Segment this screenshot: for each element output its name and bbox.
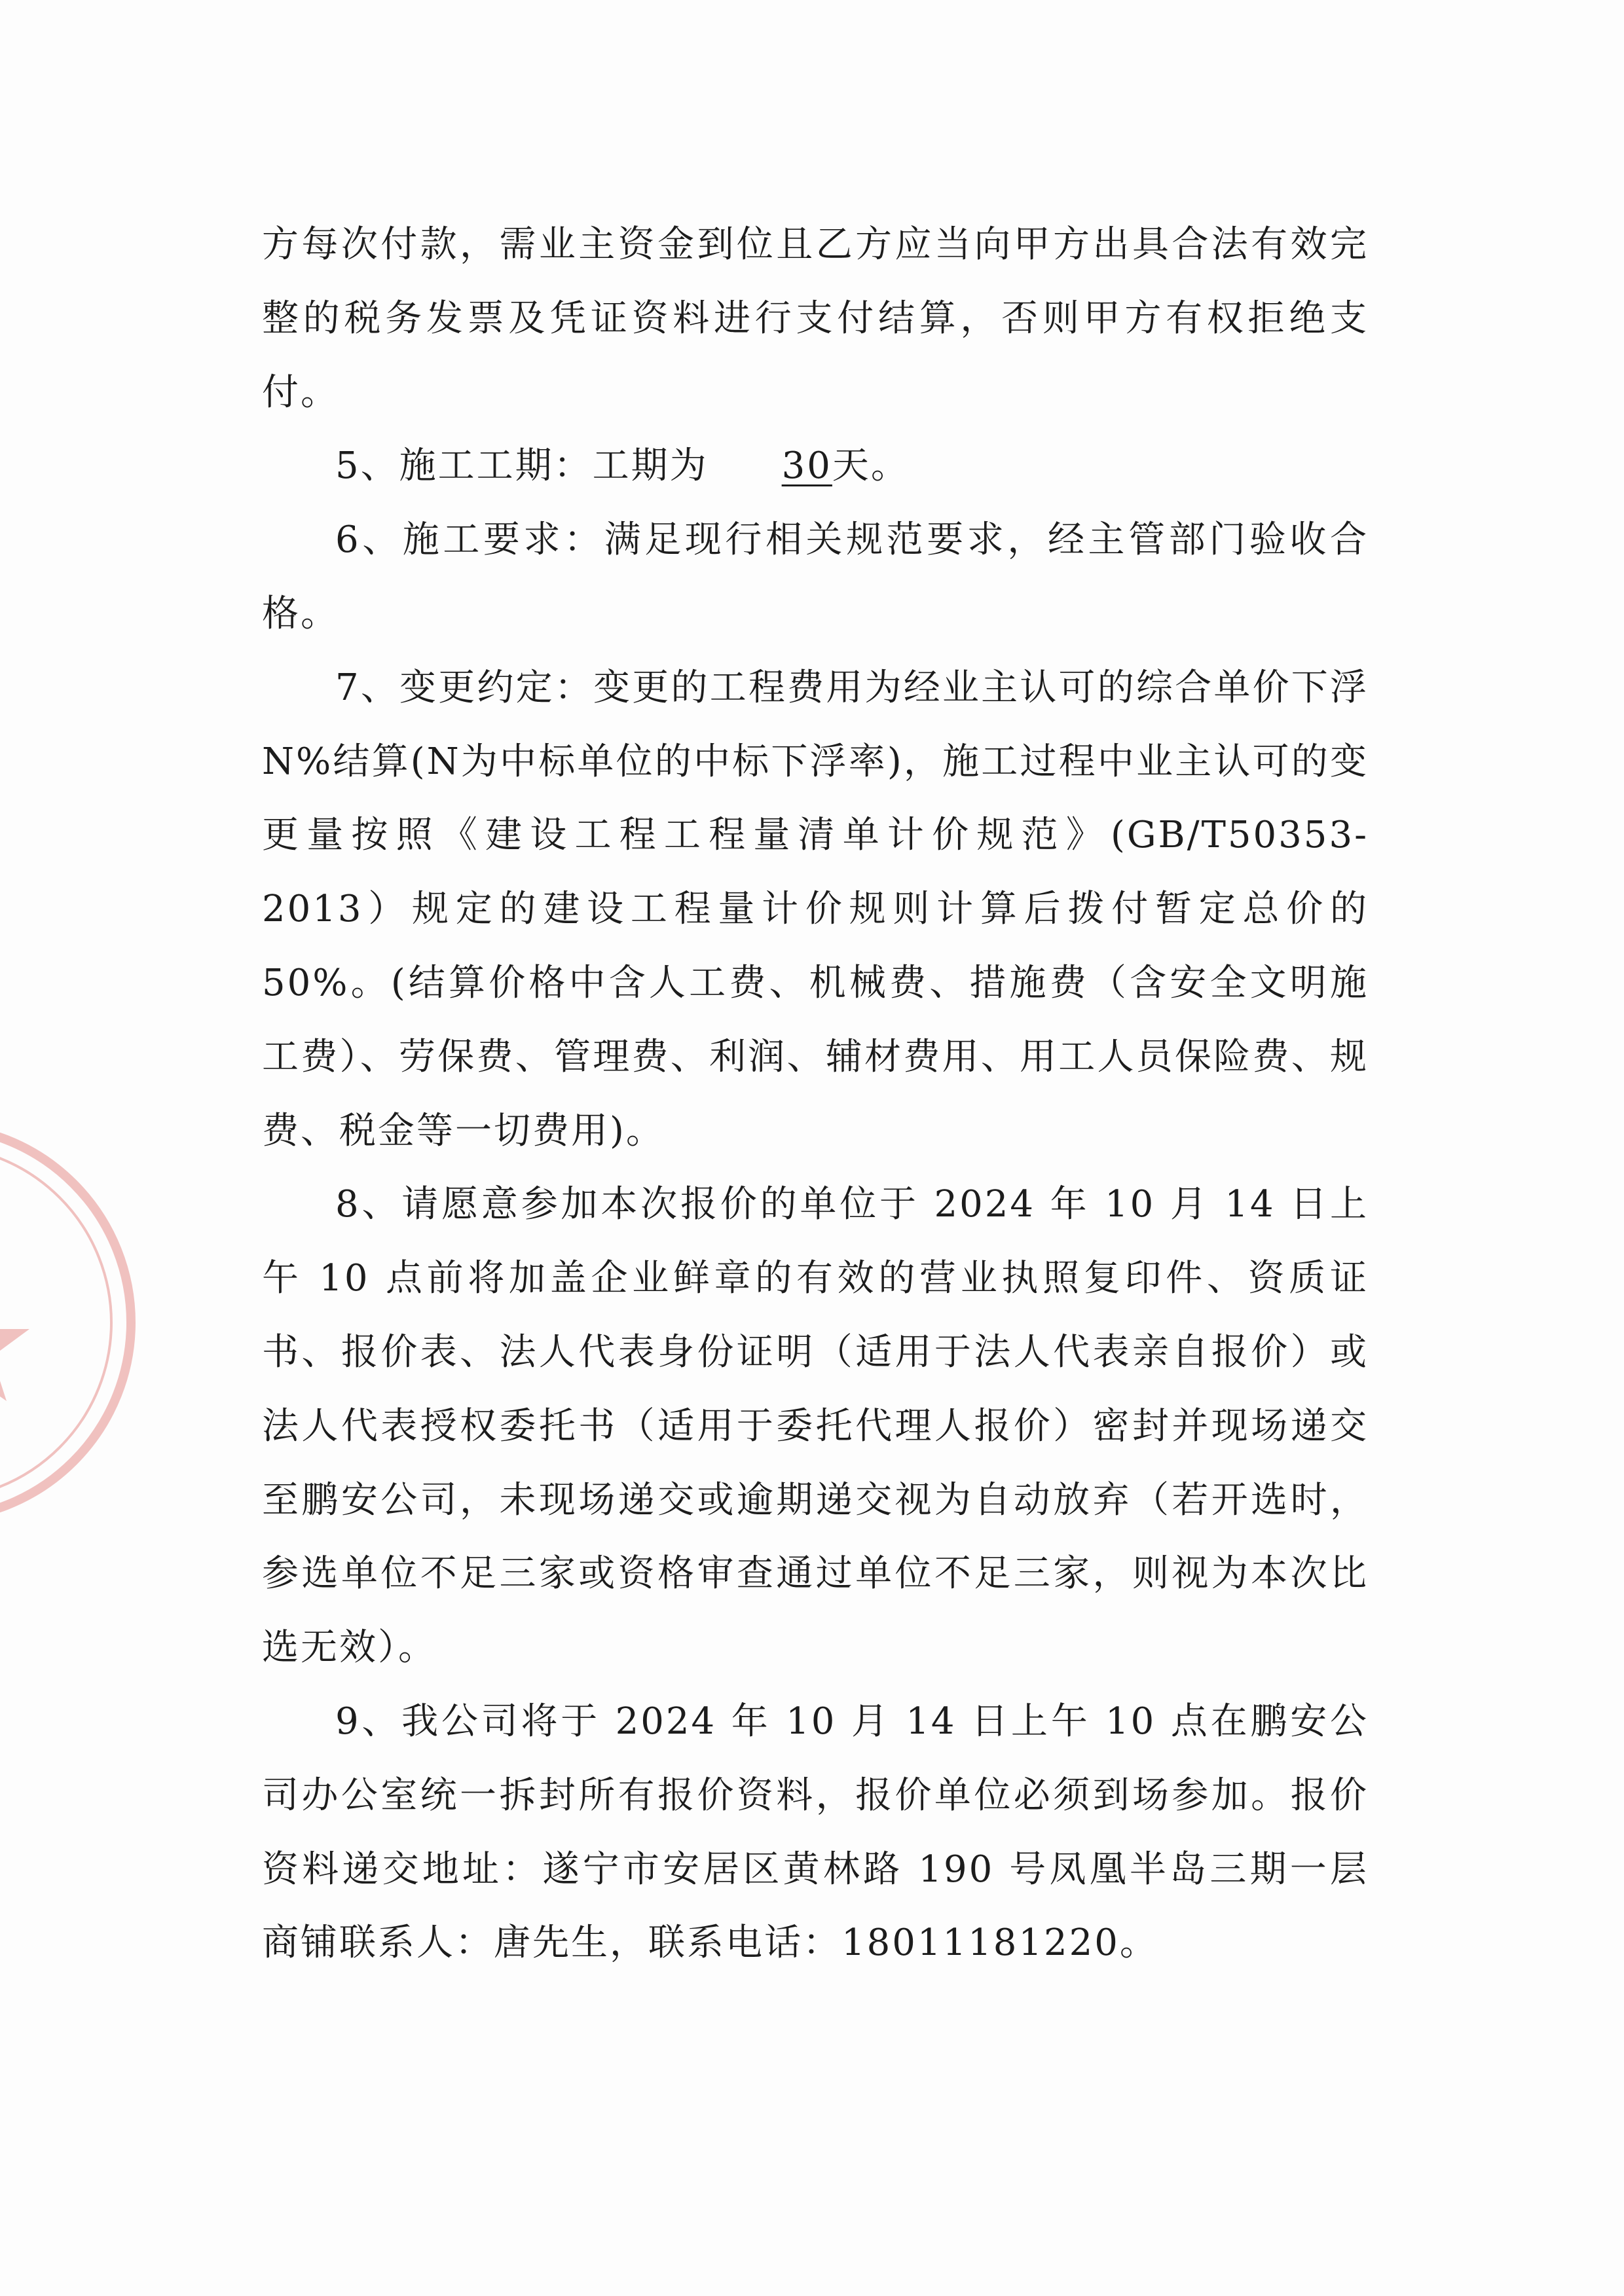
item-5-suffix: 天。 bbox=[832, 445, 910, 488]
construction-period-value: 30 bbox=[781, 445, 832, 488]
item-5-paragraph bbox=[262, 429, 1369, 503]
item-9-paragraph: 9、我公司将于 2024 年 10 月 14 日上午 10 点在鹏安公司办公室统一拆封所有报价资料，报价单位必须到场参加。报价资料递交地址：遂宁市安居区黄林路 190 号凤凰半岛三期一层商铺联系人：唐先生，联系电话：18011181220。 bbox=[262, 1700, 1369, 1965]
item-8-paragraph: 8、请愿意参加本次报价的单位于 2024 年 10 月 14 日上午 10 点前将加盖企业鲜章的有效的营业执照复印件、资质证书、报价表、法人代表身份证明（适用于法人代表亲自报价）或法人代表授权委托书（适用于委托代理人报价）密封并现场递交至鹏安公司，未现场递交或逾期递交视为自动放弃（若开选时，参选单位不足三家或资格审查通过单位不足三家，则视为本次比选无效）。 bbox=[262, 1183, 1369, 1669]
official-seal-icon bbox=[0, 1113, 144, 1532]
document-body bbox=[262, 208, 1369, 1980]
item-7-paragraph: 7、变更约定：变更的工程费用为经业主认可的综合单价下浮 N%结算(N为中标单位的中标下浮率)，施工过程中业主认可的变更量按照《建设工程工程量清单计价规范》(GB/T50353-2013）规定的建设工程量计价规则计算后拨付暂定总价的50%。(结算价格中含人工费、机械费、措施费（含安全文明施工费）、劳保费、管理费、利润、辅材费用、用工人员保险费、规费、税金等一切费用)。 bbox=[262, 666, 1369, 1152]
item-6-paragraph: 6、施工要求：满足现行相关规范要求，经主管部门验收合格。 bbox=[262, 519, 1369, 635]
intro-paragraph: 方每次付款，需业主资金到位且乙方应当向甲方出具合法有效完整的税务发票及凭证资料进行支付结算，否则甲方有权拒绝支付。 bbox=[262, 223, 1369, 414]
item-5-prefix: 5、施工工期：工期为 bbox=[335, 445, 709, 488]
